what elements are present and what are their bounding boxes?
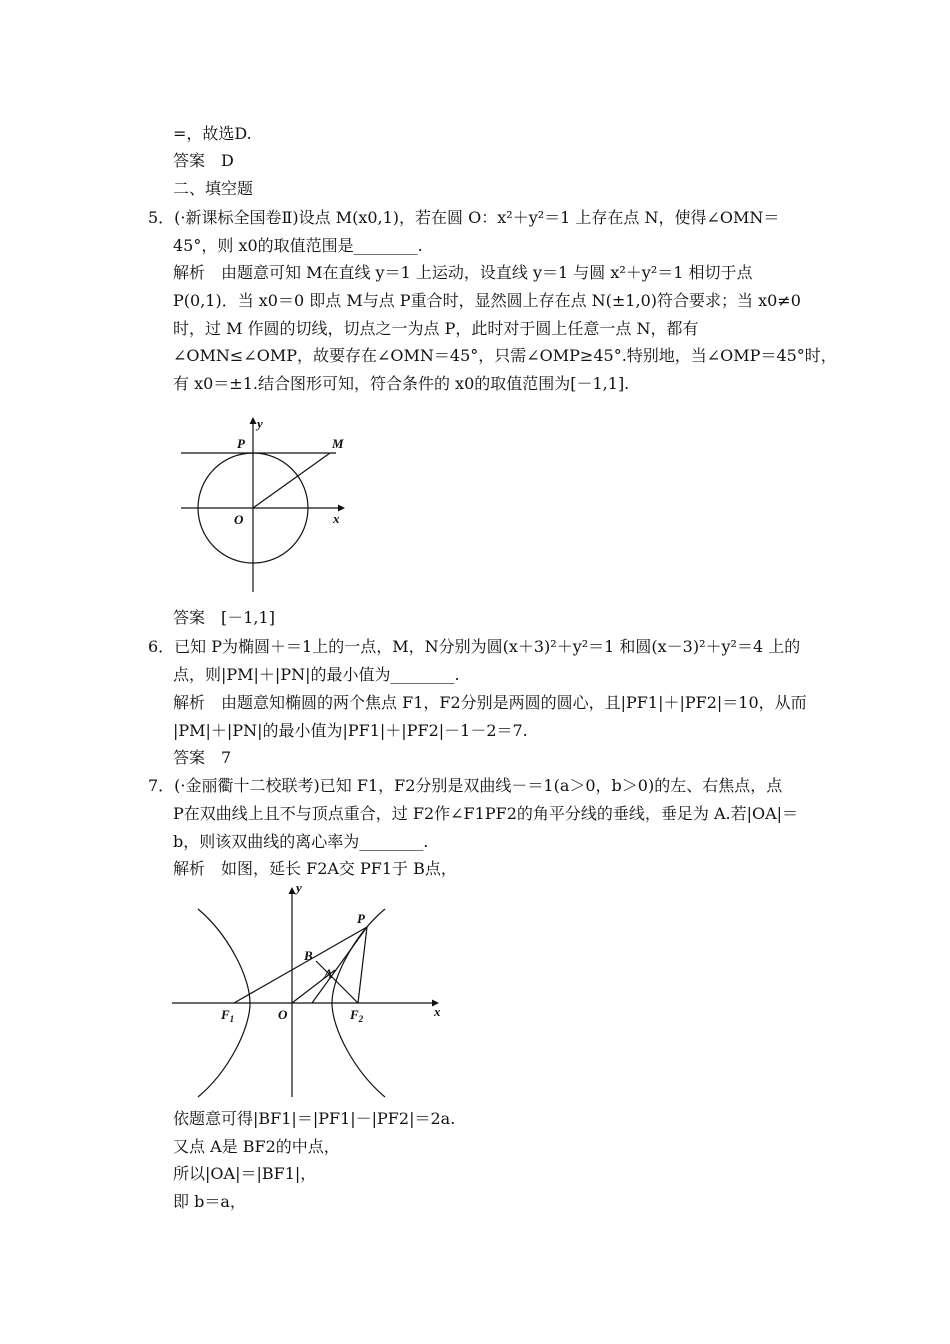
section-heading: 二、填空题 xyxy=(173,179,254,198)
text-line: |PM|＋|PN|的最小值为|PF1|＋|PF2|－1－2＝7. xyxy=(173,721,528,740)
label-y: y xyxy=(257,416,263,431)
text-line: 所以|OA|＝|BF1|， xyxy=(173,1164,317,1183)
label-x: x xyxy=(333,511,340,526)
solution-line: 解析 如图，延长 F2A交 PF1于 B点， xyxy=(173,859,457,878)
text-line: 45°，则 x0的取值范围是________. xyxy=(173,236,423,255)
answer-line: 答案 7 xyxy=(173,748,232,767)
hyperbola-figure xyxy=(170,882,450,1102)
segment-BF2 xyxy=(316,961,358,1003)
answer-line: 答案 D xyxy=(173,151,234,170)
solution-line: 解析 由题意知椭圆的两个焦点 F1，F2分别是两圆的圆心，且|PF1|＋|PF2|＝10，从而 xyxy=(173,693,807,712)
solution-line: 解析 由题意可知 M在直线 y＝1 上运动，设直线 y＝1 与圆 x²＋y²＝1 相切于点 xyxy=(173,263,753,282)
label-x: x xyxy=(434,1004,441,1019)
answer-line: 答案 [－1,1] xyxy=(173,608,275,627)
label-M: M xyxy=(332,436,344,451)
text-line: P在双曲线上且不与顶点重合，过 F2作∠F1PF2的角平分线的垂线，垂足为 A.若|OA|＝ xyxy=(173,804,799,823)
text-line: 又点 A是 BF2的中点， xyxy=(173,1137,340,1156)
text-line: 点，则|PM|＋|PN|的最小值为________. xyxy=(173,665,460,684)
label-F2: $F_2$ xyxy=(350,1007,364,1024)
question-6: 6．已知 P为椭圆＋＝1上的一点，M，N分别为圆(x＋3)²＋y²＝1 和圆(x－3)²＋y²＝4 上的 xyxy=(148,637,801,656)
text-line: =，故选D. xyxy=(173,124,252,143)
label-O: O xyxy=(278,1007,288,1022)
label-F1: $F_1$ xyxy=(221,1007,235,1024)
text-line: 即 b＝a， xyxy=(173,1192,246,1211)
y-arrow xyxy=(250,417,257,424)
label-P: P xyxy=(237,436,245,451)
label-A: A xyxy=(324,966,333,981)
text-line: 有 x0＝±1.结合图形可知，符合条件的 x0的取值范围为[－1,1]. xyxy=(173,374,630,393)
circle-tangent-figure xyxy=(178,414,363,596)
question-5: 5．(·新课标全国卷Ⅱ)设点 M(x0,1)，若在圆 O：x²＋y²＝1 上存在点 N，使得∠OMN＝ xyxy=(148,208,780,227)
label-O: O xyxy=(234,512,244,527)
text-line: P(0,1)．当 x0＝0 即点 M与点 P重合时，显然圆上存在点 N(±1,0)符合要求；当 x0≠0 xyxy=(173,291,801,310)
label-B: B xyxy=(304,948,313,963)
segment-OM xyxy=(253,453,330,508)
text-line: b，则该双曲线的离心率为________. xyxy=(173,832,429,851)
label-y: y xyxy=(296,882,302,895)
label-P: P xyxy=(357,911,365,926)
text-line: 时，过 M 作圆的切线，切点之一为点 P，此时对于圆上任意一点 N，都有 xyxy=(173,319,699,338)
text-line: ∠OMN≤∠OMP，故要存在∠OMN＝45°，只需∠OMP≥45°.特别地，当∠OMP＝45°时， xyxy=(173,346,837,365)
text-line: 依题意可得|BF1|＝|PF1|－|PF2|＝2a. xyxy=(173,1109,456,1128)
y-arrow xyxy=(289,887,296,894)
question-7: 7．(·金丽衢十二校联考)已知 F1，F2分别是双曲线－＝1(a＞0，b＞0)的左、右焦点，点 xyxy=(148,776,783,795)
